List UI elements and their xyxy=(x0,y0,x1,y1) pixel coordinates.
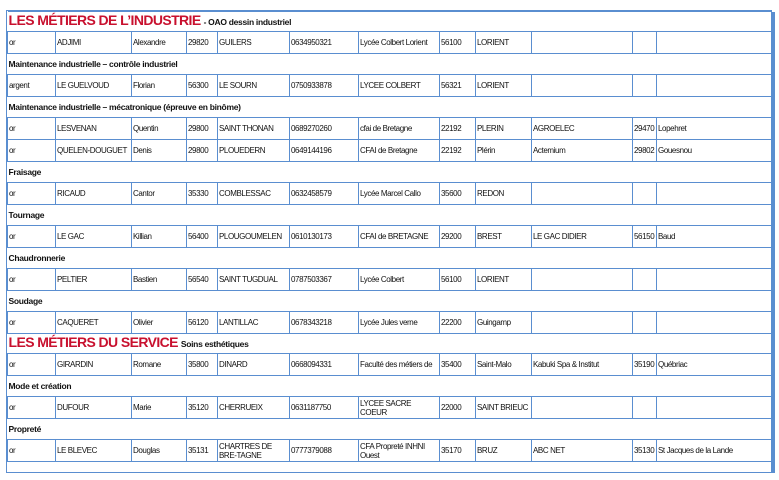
company-cell xyxy=(532,32,633,54)
company-city-cell xyxy=(657,32,773,54)
first-name-cell: Marie xyxy=(132,397,187,419)
city-cell: GUILERS xyxy=(218,32,290,54)
company-postcode-cell xyxy=(633,75,657,97)
school-cell: CFAI de BRETAGNE xyxy=(359,226,440,248)
school-postcode-cell: 56321 xyxy=(440,75,476,97)
postcode-cell: 29800 xyxy=(187,140,218,162)
school-cell: Lycée Marcel Callo xyxy=(359,183,440,205)
phone-cell: 0678343218 xyxy=(290,312,359,334)
specialty-header-row xyxy=(8,291,773,312)
first-name-cell: Denis xyxy=(132,140,187,162)
category-title: LES MÉTIERS DE L’INDUSTRIE xyxy=(8,12,201,28)
postcode-cell: 35120 xyxy=(187,397,218,419)
table-row xyxy=(8,312,773,334)
first-name-cell: Cantor xyxy=(132,183,187,205)
company-cell: LE GAC DIDIER xyxy=(532,226,633,248)
specialty-title: Tournage xyxy=(8,205,773,226)
company-postcode-cell xyxy=(633,32,657,54)
company-postcode-cell: 35130 xyxy=(633,440,657,462)
company-postcode-cell xyxy=(633,312,657,334)
phone-cell: 0634950321 xyxy=(290,32,359,54)
category-header-row xyxy=(8,12,773,32)
last-name-cell: GIRARDIN xyxy=(56,354,132,376)
phone-cell: 0631187750 xyxy=(290,397,359,419)
medal-cell: or xyxy=(8,32,56,54)
medal-cell: or xyxy=(8,183,56,205)
phone-cell: 0668094331 xyxy=(290,354,359,376)
school-postcode-cell: 29200 xyxy=(440,226,476,248)
city-cell: CHARTRES DE BRE-TAGNE xyxy=(218,440,290,462)
specialty-title: Propreté xyxy=(8,419,773,440)
postcode-cell: 35131 xyxy=(187,440,218,462)
company-cell xyxy=(532,269,633,291)
school-postcode-cell: 56100 xyxy=(440,269,476,291)
city-cell: PLOUGOUMELEN xyxy=(218,226,290,248)
company-cell xyxy=(532,312,633,334)
frame-edge xyxy=(772,12,775,473)
company-postcode-cell xyxy=(633,397,657,419)
company-postcode-cell: 29470 xyxy=(633,118,657,140)
company-postcode-cell xyxy=(633,183,657,205)
last-name-cell: PELTIER xyxy=(56,269,132,291)
company-cell: Actemium xyxy=(532,140,633,162)
table-row xyxy=(8,140,773,162)
school-city-cell: Saint-Malo xyxy=(476,354,532,376)
last-name-cell: LE BLEVEC xyxy=(56,440,132,462)
postcode-cell: 35330 xyxy=(187,183,218,205)
last-name-cell: RICAUD xyxy=(56,183,132,205)
school-cell: Faculté des métiers de xyxy=(359,354,440,376)
last-name-cell: QUELEN-DOUGUET xyxy=(56,140,132,162)
school-city-cell: LORIENT xyxy=(476,32,532,54)
first-name-cell: Douglas xyxy=(132,440,187,462)
medal-cell: or xyxy=(8,140,56,162)
city-cell: SAINT TUGDUAL xyxy=(218,269,290,291)
last-name-cell: LE GAC xyxy=(56,226,132,248)
city-cell: SAINT THONAN xyxy=(218,118,290,140)
table-row xyxy=(8,397,773,419)
specialty-header-row xyxy=(8,162,773,183)
first-name-cell: Bastien xyxy=(132,269,187,291)
specialty-title: Maintenance industrielle – contrôle industriel xyxy=(8,54,773,75)
company-city-cell: Québriac xyxy=(657,354,773,376)
phone-cell: 0787503367 xyxy=(290,269,359,291)
school-city-cell: LORIENT xyxy=(476,75,532,97)
school-city-cell: LORIENT xyxy=(476,269,532,291)
company-city-cell xyxy=(657,312,773,334)
medal-cell: argent xyxy=(8,75,56,97)
phone-cell: 0632458579 xyxy=(290,183,359,205)
school-city-cell: Guingamp xyxy=(476,312,532,334)
table-row xyxy=(8,354,773,376)
first-name-cell: Florian xyxy=(132,75,187,97)
medal-cell: or xyxy=(8,397,56,419)
company-city-cell: Lopehret xyxy=(657,118,773,140)
medal-cell: or xyxy=(8,118,56,140)
postcode-cell: 56400 xyxy=(187,226,218,248)
last-name-cell: LESVENAN xyxy=(56,118,132,140)
company-postcode-cell xyxy=(633,269,657,291)
table-row xyxy=(8,183,773,205)
medal-cell: or xyxy=(8,269,56,291)
results-table xyxy=(7,11,772,462)
school-cell: cfai de Bretagne xyxy=(359,118,440,140)
school-cell: Lycée Jules verne xyxy=(359,312,440,334)
category-header xyxy=(8,334,773,354)
school-postcode-cell: 22200 xyxy=(440,312,476,334)
specialty-header-row xyxy=(8,54,773,75)
last-name-cell: ADJIMI xyxy=(56,32,132,54)
school-cell: LYCEE SACRE COEUR xyxy=(359,397,440,419)
school-cell: Lycée Colbert xyxy=(359,269,440,291)
medal-cell: or xyxy=(8,312,56,334)
medal-cell: or xyxy=(8,354,56,376)
school-postcode-cell: 22192 xyxy=(440,140,476,162)
school-city-cell: PLERIN xyxy=(476,118,532,140)
school-postcode-cell: 35400 xyxy=(440,354,476,376)
specialty-header-row xyxy=(8,248,773,269)
company-city-cell: St Jacques de la Lande xyxy=(657,440,773,462)
first-name-cell: Alexandre xyxy=(132,32,187,54)
table-row xyxy=(8,75,773,97)
postcode-cell: 29800 xyxy=(187,118,218,140)
phone-cell: 0750933878 xyxy=(290,75,359,97)
company-postcode-cell: 56150 xyxy=(633,226,657,248)
medal-cell: or xyxy=(8,226,56,248)
table-row xyxy=(8,440,773,462)
specialty-title: Chaudronnerie xyxy=(8,248,773,269)
city-cell: DINARD xyxy=(218,354,290,376)
table-row xyxy=(8,269,773,291)
company-city-cell xyxy=(657,183,773,205)
school-postcode-cell: 35170 xyxy=(440,440,476,462)
postcode-cell: 35800 xyxy=(187,354,218,376)
company-postcode-cell: 35190 xyxy=(633,354,657,376)
city-cell: PLOUEDERN xyxy=(218,140,290,162)
last-name-cell: CAQUERET xyxy=(56,312,132,334)
medal-cell: or xyxy=(8,440,56,462)
last-name-cell: DUFOUR xyxy=(56,397,132,419)
postcode-cell: 56120 xyxy=(187,312,218,334)
school-city-cell: BREST xyxy=(476,226,532,248)
first-name-cell: Killian xyxy=(132,226,187,248)
school-postcode-cell: 35600 xyxy=(440,183,476,205)
phone-cell: 0689270260 xyxy=(290,118,359,140)
school-postcode-cell: 22192 xyxy=(440,118,476,140)
company-city-cell: Baud xyxy=(657,226,773,248)
company-cell xyxy=(532,183,633,205)
category-title: LES MÉTIERS DU SERVICE xyxy=(8,334,178,350)
school-city-cell: REDON xyxy=(476,183,532,205)
school-city-cell: BRUZ xyxy=(476,440,532,462)
first-name-cell: Quentin xyxy=(132,118,187,140)
company-cell: Kabuki Spa & Institut xyxy=(532,354,633,376)
postcode-cell: 56540 xyxy=(187,269,218,291)
specialty-title: Mode et création xyxy=(8,376,773,397)
phone-cell: 0610130173 xyxy=(290,226,359,248)
category-header-row xyxy=(8,334,773,354)
phone-cell: 0649144196 xyxy=(290,140,359,162)
category-subtitle: Soins esthétiques xyxy=(180,339,249,349)
specialty-title: Soudage xyxy=(8,291,773,312)
city-cell: CHERRUEIX xyxy=(218,397,290,419)
table-row xyxy=(8,118,773,140)
table-row xyxy=(8,226,773,248)
postcode-cell: 56300 xyxy=(187,75,218,97)
company-city-cell xyxy=(657,269,773,291)
specialty-header-row xyxy=(8,419,773,440)
company-city-cell xyxy=(657,397,773,419)
results-table-frame xyxy=(6,10,772,473)
school-cell: CFA Propreté INHNI Ouest xyxy=(359,440,440,462)
specialty-header-row xyxy=(8,376,773,397)
school-city-cell: Plérin xyxy=(476,140,532,162)
specialty-header-row xyxy=(8,97,773,118)
company-cell: AGROELEC xyxy=(532,118,633,140)
school-city-cell: SAINT BRIEUC xyxy=(476,397,532,419)
first-name-cell: Olivier xyxy=(132,312,187,334)
last-name-cell: LE GUELVOUD xyxy=(56,75,132,97)
city-cell: LE SOURN xyxy=(218,75,290,97)
city-cell: COMBLESSAC xyxy=(218,183,290,205)
category-header xyxy=(8,12,773,32)
school-cell: Lycée Colbert Lorient xyxy=(359,32,440,54)
specialty-header-row xyxy=(8,205,773,226)
school-postcode-cell: 22000 xyxy=(440,397,476,419)
postcode-cell: 29820 xyxy=(187,32,218,54)
results-table-body xyxy=(8,12,773,462)
company-cell: ABC NET xyxy=(532,440,633,462)
table-row xyxy=(8,32,773,54)
category-subtitle: - OAO dessin industriel xyxy=(203,17,292,27)
city-cell: LANTILLAC xyxy=(218,312,290,334)
phone-cell: 0777379088 xyxy=(290,440,359,462)
school-postcode-cell: 56100 xyxy=(440,32,476,54)
company-cell xyxy=(532,397,633,419)
company-cell xyxy=(532,75,633,97)
company-city-cell: Gouesnou xyxy=(657,140,773,162)
school-cell: LYCEE COLBERT xyxy=(359,75,440,97)
specialty-title: Fraisage xyxy=(8,162,773,183)
company-city-cell xyxy=(657,75,773,97)
first-name-cell: Romane xyxy=(132,354,187,376)
school-cell: CFAI de Bretagne xyxy=(359,140,440,162)
company-postcode-cell: 29802 xyxy=(633,140,657,162)
specialty-title: Maintenance industrielle – mécatronique (épreuve en binôme) xyxy=(8,97,773,118)
